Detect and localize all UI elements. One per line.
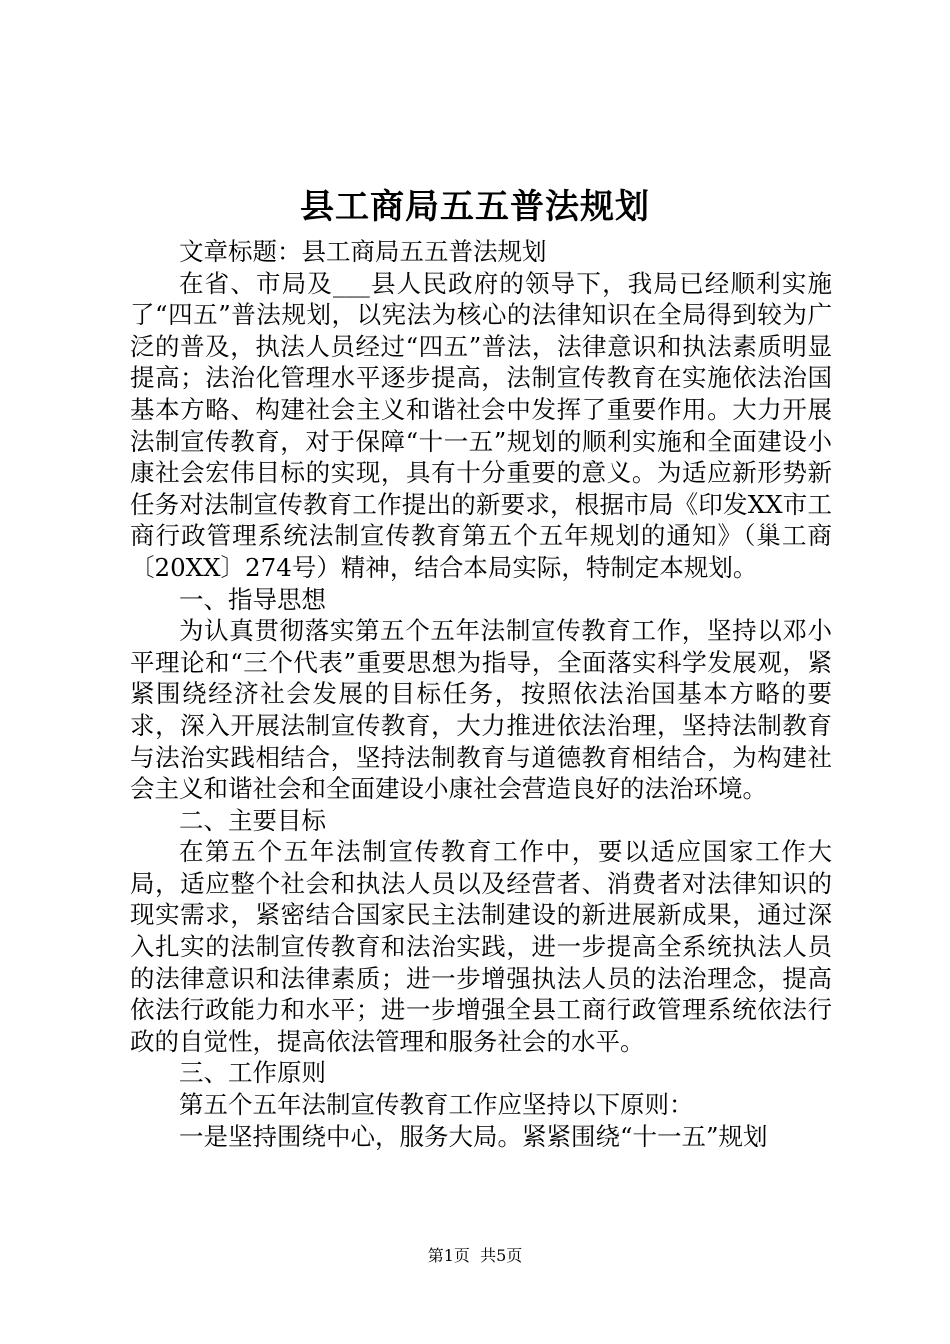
article-title-line: 文章标题：县工商局五五普法规划 — [179, 237, 547, 266]
page-number-footer: 第1页 共5页 — [427, 1246, 523, 1265]
document-title: 县工商局五五普法规划 — [300, 187, 650, 227]
main-goals-paragraph: 在第五个五年法制宣传教育工作中，要以适应国家工作大局，适应整个社会和执法人员以及经营者、消费者对法律知识的现实需求，紧密结合国家民主法制建设的新进展新成果，通过深入扎实的法制宣传教育和法治实践，进一步提高全系统执法人员的法律意识和法律素质；进一步增强执法人员的法治理念，提高依法行政能力和水平；进一步增强全县工商行政管理系统依法行政的自觉性，提高依法管理和服务社会的水平。 — [130, 837, 832, 1056]
section-heading-main-goals: 二、主要目标 — [179, 805, 326, 835]
principle-one-paragraph: 一是坚持围绕中心，服务大局。紧紧围绕“十一五”规划 — [179, 1121, 768, 1151]
section-heading-guiding-ideology: 一、指导思想 — [179, 584, 326, 614]
intro-paragraph: 在省、市局及___县人民政府的领导下，我局已经顺利实施了“四五”普法规划，以宪法为核心的法律知识在全局得到较为广泛的普及，执法人员经过“四五”普法，法律意识和执法素质明显提高；法治化管理水平逐步提高，法制宣传教育在实施依法治国基本方略、构建社会主义和谐社会中发挥了重要作用。大力开展法制宣传教育，对于保障“十一五”规划的顺利实施和全面建设小康社会宏伟目标的实现，具有十分重要的意义。为适应新形势新任务对法制宣传教育工作提出的新要求，根据市局《印发XX市工商行政管理系统法制宣传教育第五个五年规划的通知》（巢工商〔20XX〕274号）精神，结合本局实际，特制定本规划。 — [130, 268, 832, 582]
guiding-ideology-paragraph: 为认真贯彻落实第五个五年法制宣传教育工作，坚持以邓小平理论和“三个代表”重要思想为指导，全面落实科学发展观，紧紧围绕经济社会发展的目标任务，按照依法治国基本方略的要求，深入开展法制宣传教育，大力推进依法治理，坚持法制教育与法治实践相结合，坚持法制教育与道德教育相结合，为构建社会主义和谐社会和全面建设小康社会营造良好的法治环境。 — [130, 616, 832, 804]
work-principles-intro: 第五个五年法制宣传教育工作应坚持以下原则： — [179, 1090, 694, 1120]
section-heading-work-principles: 三、工作原则 — [179, 1058, 326, 1088]
document-body — [130, 236, 832, 1152]
